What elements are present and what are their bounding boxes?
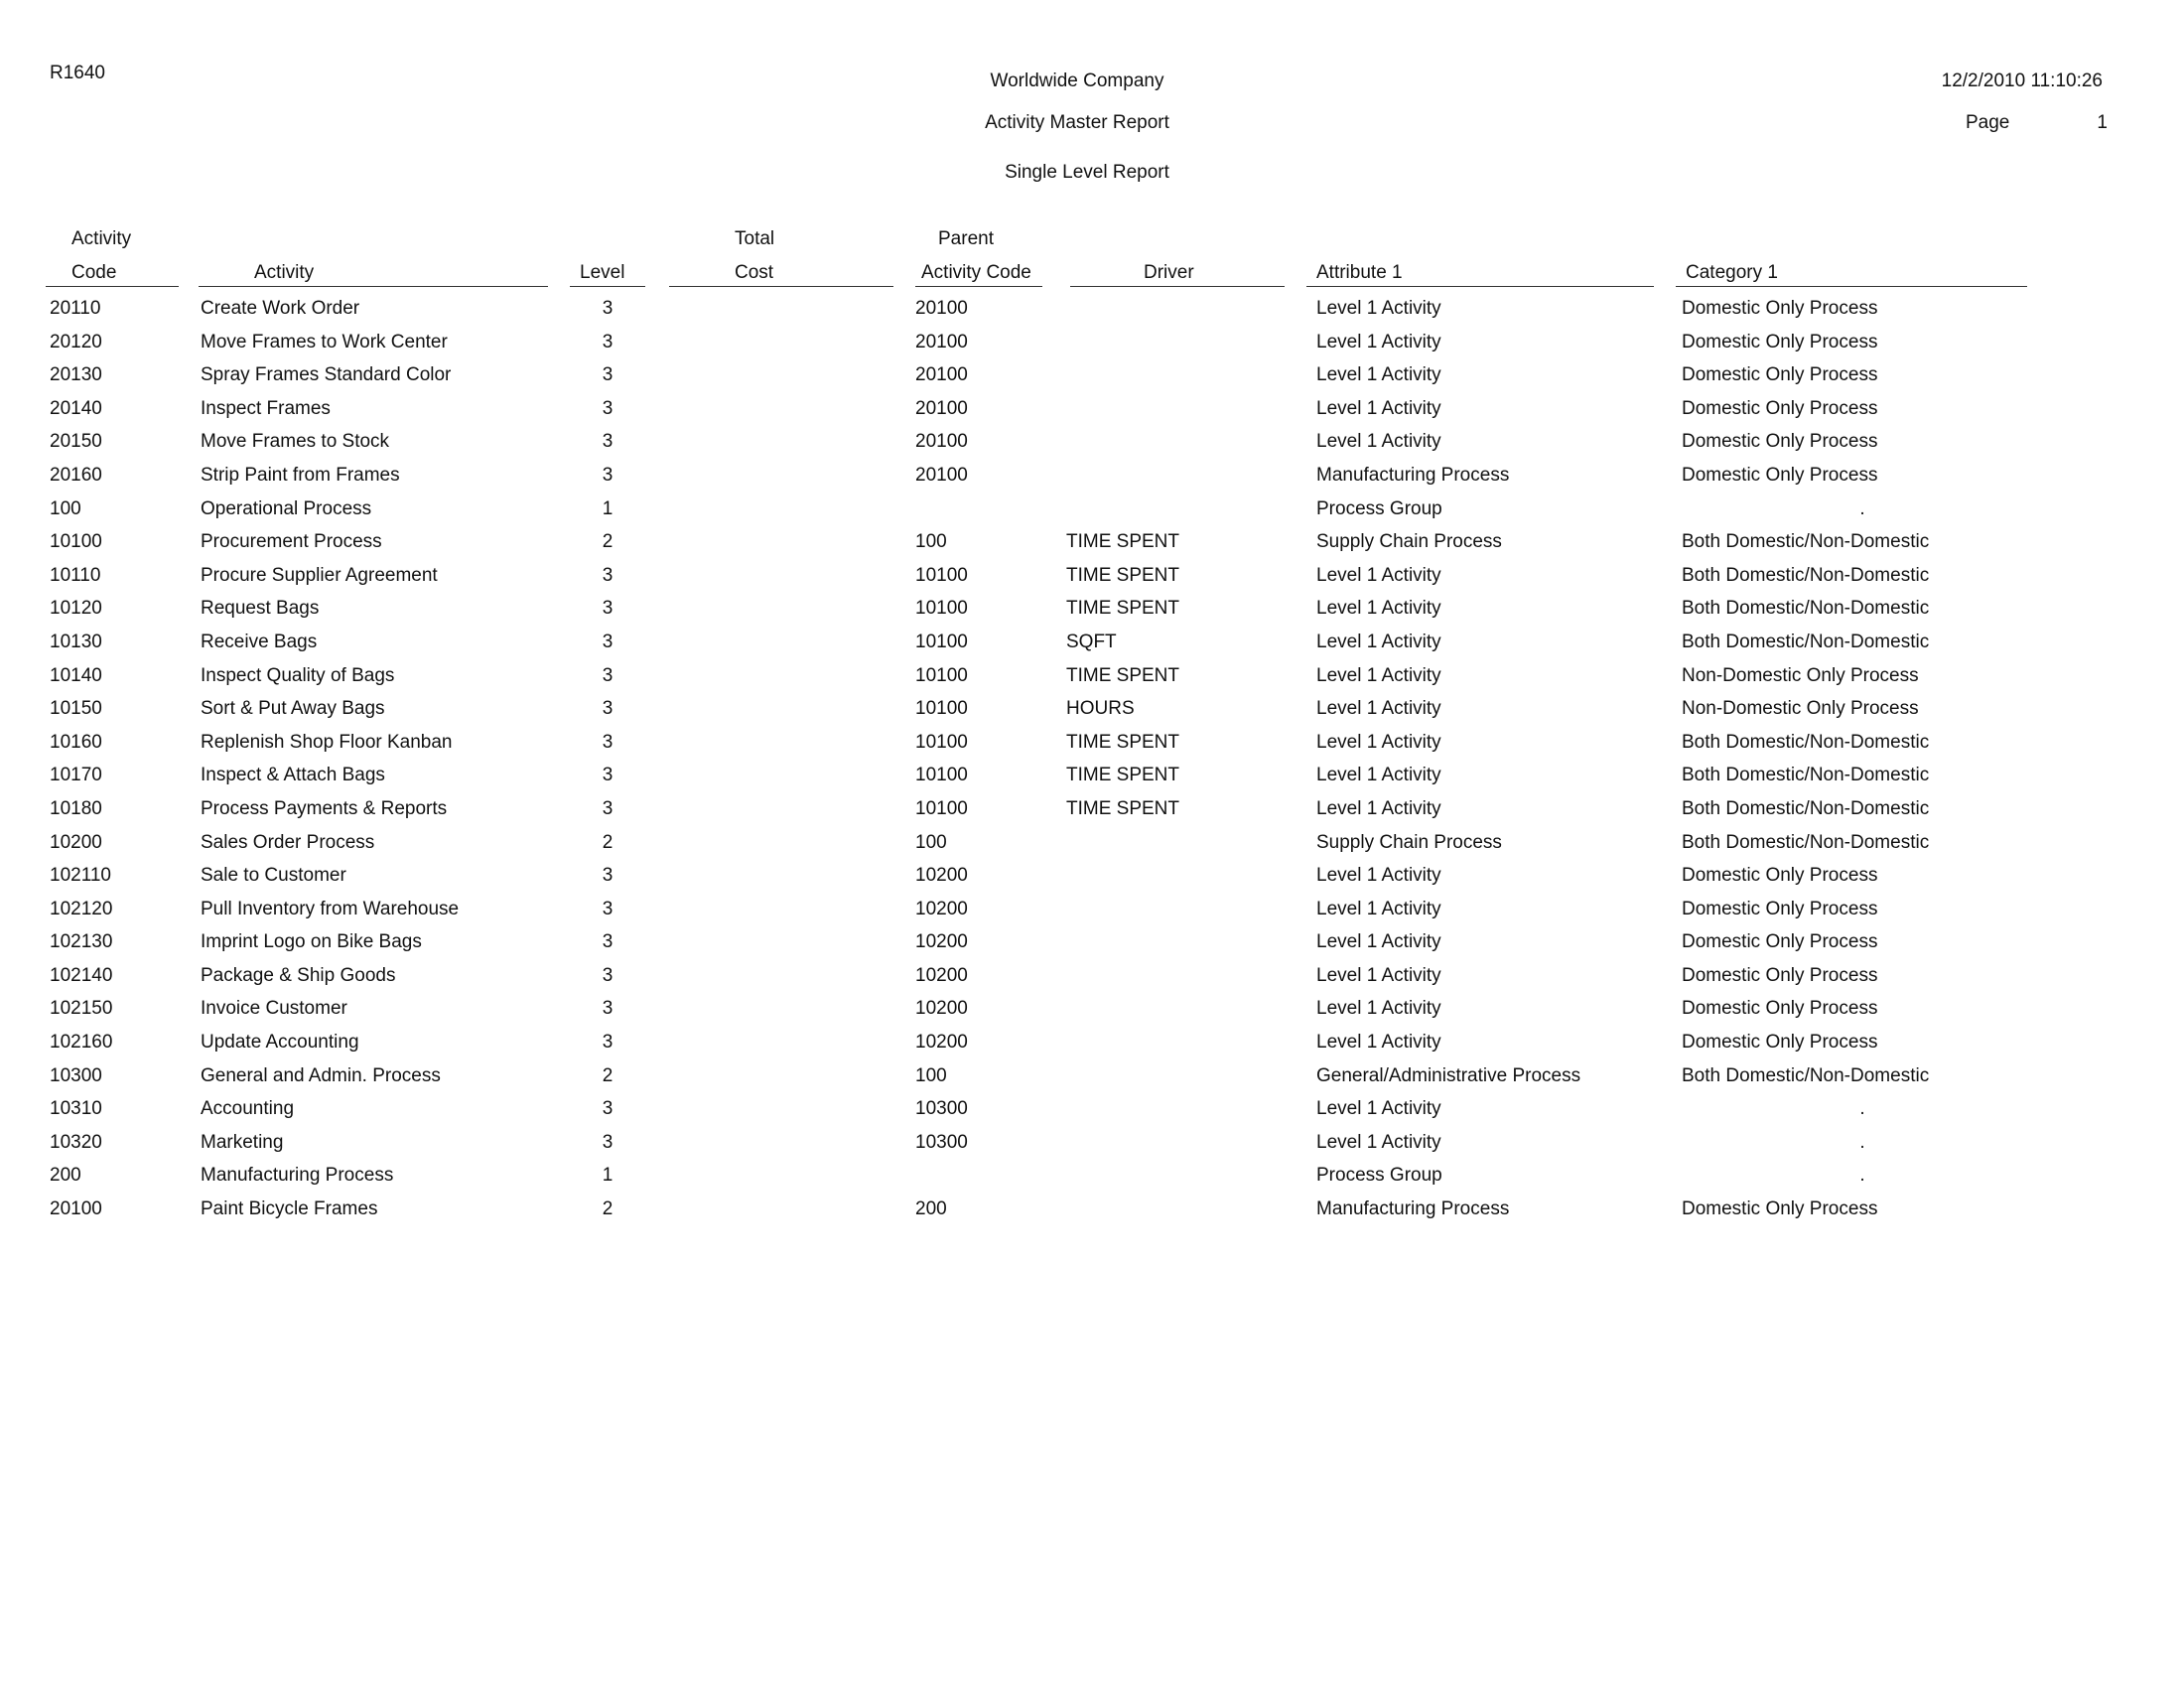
level-cell: 2 (602, 1198, 614, 1220)
table-row (0, 294, 2184, 328)
category-cell: Non-Domestic Only Process (1682, 698, 1919, 720)
activity-code-cell: 20120 (50, 331, 102, 352)
report-title: Activity Master Report (985, 112, 1169, 133)
attribute-cell: Process Group (1316, 1165, 1442, 1187)
attribute-cell: Level 1 Activity (1316, 364, 1441, 386)
attribute-cell: Level 1 Activity (1316, 698, 1441, 720)
category-cell: Both Domestic/Non-Domestic (1682, 1064, 1930, 1086)
table-row (0, 360, 2184, 394)
parent-code-cell: 10100 (915, 631, 968, 652)
category-cell: . (1859, 1131, 1865, 1153)
driver-cell: TIME SPENT (1066, 531, 1180, 553)
attribute-cell: General/Administrative Process (1316, 1064, 1581, 1086)
activity-name-cell: Inspect & Attach Bags (201, 765, 385, 786)
attribute-cell: Level 1 Activity (1316, 931, 1441, 953)
driver-cell: HOURS (1066, 698, 1135, 720)
activity-name-cell: Receive Bags (201, 631, 318, 652)
table-row (0, 594, 2184, 628)
activity-name-cell: Move Frames to Stock (201, 431, 390, 453)
level-cell: 3 (602, 664, 614, 686)
parent-code-cell: 10100 (915, 765, 968, 786)
activity-code-cell: 20140 (50, 397, 102, 419)
header-underline-code (46, 286, 179, 287)
parent-code-cell: 10200 (915, 998, 968, 1020)
level-cell: 3 (602, 998, 614, 1020)
table-row (0, 694, 2184, 728)
activity-code-cell: 10130 (50, 631, 102, 652)
company-name: Worldwide Company (990, 70, 1164, 91)
activity-code-cell: 10170 (50, 765, 102, 786)
activity-name-cell: General and Admin. Process (201, 1064, 441, 1086)
category-cell: Domestic Only Process (1682, 865, 1878, 887)
table-row (0, 1028, 2184, 1061)
parent-code-cell: 10200 (915, 1032, 968, 1054)
level-cell: 3 (602, 1098, 614, 1120)
table-row (0, 794, 2184, 828)
activity-name-cell: Create Work Order (201, 298, 360, 319)
parent-code-cell: 200 (915, 1198, 947, 1220)
attribute-cell: Manufacturing Process (1316, 464, 1510, 486)
parent-code-cell: 20100 (915, 464, 968, 486)
attribute-cell: Process Group (1316, 497, 1442, 519)
activity-code-cell: 10150 (50, 698, 102, 720)
level-cell: 3 (602, 1032, 614, 1054)
page-label: Page (1966, 112, 2010, 133)
category-cell: Domestic Only Process (1682, 964, 1878, 986)
attribute-cell: Level 1 Activity (1316, 765, 1441, 786)
header-activity-code-line2: Code (71, 262, 117, 283)
level-cell: 3 (602, 431, 614, 453)
category-cell: Both Domestic/Non-Domestic (1682, 765, 1930, 786)
activity-code-cell: 10200 (50, 831, 102, 853)
header-underline-activity (199, 286, 548, 287)
report-subtitle: Single Level Report (1005, 162, 1169, 183)
category-cell: Both Domestic/Non-Domestic (1682, 598, 1930, 620)
parent-code-cell: 10200 (915, 865, 968, 887)
activity-name-cell: Procurement Process (201, 531, 382, 553)
activity-name-cell: Sale to Customer (201, 865, 346, 887)
attribute-cell: Level 1 Activity (1316, 664, 1441, 686)
table-row (0, 1128, 2184, 1162)
header-activity: Activity (254, 262, 315, 283)
header-underline-attribute (1306, 286, 1654, 287)
category-cell: Domestic Only Process (1682, 431, 1878, 453)
activity-name-cell: Spray Frames Standard Color (201, 364, 452, 386)
driver-cell: SQFT (1066, 631, 1117, 652)
report-datetime: 12/2/2010 11:10:26 (1941, 70, 2103, 91)
table-row (0, 761, 2184, 794)
table-row (0, 628, 2184, 661)
table-row (0, 861, 2184, 895)
category-cell: . (1859, 1098, 1865, 1120)
header-category-1: Category 1 (1686, 262, 1778, 283)
attribute-cell: Level 1 Activity (1316, 731, 1441, 753)
category-cell: Both Domestic/Non-Domestic (1682, 631, 1930, 652)
activity-name-cell: Inspect Quality of Bags (201, 664, 395, 686)
level-cell: 3 (602, 397, 614, 419)
category-cell: Domestic Only Process (1682, 898, 1878, 919)
driver-cell: TIME SPENT (1066, 598, 1180, 620)
page-number: 1 (2097, 112, 2108, 133)
category-cell: Both Domestic/Non-Domestic (1682, 797, 1930, 819)
category-cell: . (1859, 497, 1865, 519)
level-cell: 3 (602, 598, 614, 620)
category-cell: Domestic Only Process (1682, 397, 1878, 419)
activity-code-cell: 20110 (50, 298, 101, 319)
activity-name-cell: Paint Bicycle Frames (201, 1198, 378, 1220)
parent-code-cell: 10100 (915, 564, 968, 586)
table-row (0, 427, 2184, 461)
activity-name-cell: Manufacturing Process (201, 1165, 394, 1187)
parent-code-cell: 100 (915, 1064, 947, 1086)
parent-code-cell: 10200 (915, 964, 968, 986)
parent-code-cell: 10100 (915, 598, 968, 620)
activity-code-cell: 20150 (50, 431, 102, 453)
parent-code-cell: 10100 (915, 664, 968, 686)
level-cell: 3 (602, 298, 614, 319)
activity-code-cell: 102150 (50, 998, 113, 1020)
activity-code-cell: 20160 (50, 464, 102, 486)
category-cell: Domestic Only Process (1682, 331, 1878, 352)
attribute-cell: Supply Chain Process (1316, 831, 1502, 853)
activity-code-cell: 20130 (50, 364, 102, 386)
level-cell: 3 (602, 898, 614, 919)
parent-code-cell: 100 (915, 831, 947, 853)
table-row (0, 1061, 2184, 1095)
parent-code-cell: 20100 (915, 331, 968, 352)
category-cell: Domestic Only Process (1682, 464, 1878, 486)
category-cell: Domestic Only Process (1682, 1032, 1878, 1054)
table-row (0, 394, 2184, 428)
header-parent-line1: Parent (938, 228, 994, 249)
level-cell: 3 (602, 964, 614, 986)
activity-code-cell: 10160 (50, 731, 102, 753)
activity-name-cell: Imprint Logo on Bike Bags (201, 931, 422, 953)
activity-name-cell: Request Bags (201, 598, 320, 620)
activity-name-cell: Procure Supplier Agreement (201, 564, 438, 586)
report-table-body (0, 294, 2184, 1228)
activity-code-cell: 102110 (50, 865, 111, 887)
attribute-cell: Level 1 Activity (1316, 564, 1441, 586)
parent-code-cell: 10100 (915, 797, 968, 819)
activity-code-cell: 102160 (50, 1032, 113, 1054)
level-cell: 3 (602, 331, 614, 352)
attribute-cell: Level 1 Activity (1316, 298, 1441, 319)
activity-name-cell: Accounting (201, 1098, 295, 1120)
activity-code-cell: 100 (50, 497, 81, 519)
level-cell: 3 (602, 364, 614, 386)
level-cell: 3 (602, 1131, 614, 1153)
level-cell: 3 (602, 931, 614, 953)
header-underline-category (1676, 286, 2027, 287)
driver-cell: TIME SPENT (1066, 765, 1180, 786)
header-level: Level (580, 262, 625, 283)
activity-name-cell: Inspect Frames (201, 397, 331, 419)
category-cell: Domestic Only Process (1682, 998, 1878, 1020)
table-row (0, 1094, 2184, 1128)
activity-name-cell: Move Frames to Work Center (201, 331, 448, 352)
attribute-cell: Level 1 Activity (1316, 998, 1441, 1020)
activity-code-cell: 20100 (50, 1198, 102, 1220)
level-cell: 3 (602, 464, 614, 486)
activity-name-cell: Package & Ship Goods (201, 964, 396, 986)
category-cell: Domestic Only Process (1682, 1198, 1878, 1220)
level-cell: 3 (602, 731, 614, 753)
parent-code-cell: 20100 (915, 364, 968, 386)
header-underline-parent (915, 286, 1042, 287)
driver-cell: TIME SPENT (1066, 564, 1180, 586)
report-id: R1640 (50, 63, 105, 83)
driver-cell: TIME SPENT (1066, 731, 1180, 753)
activity-name-cell: Strip Paint from Frames (201, 464, 400, 486)
level-cell: 3 (602, 631, 614, 652)
activity-name-cell: Replenish Shop Floor Kanban (201, 731, 453, 753)
activity-code-cell: 102130 (50, 931, 113, 953)
category-cell: Both Domestic/Non-Domestic (1682, 531, 1930, 553)
activity-name-cell: Sort & Put Away Bags (201, 698, 385, 720)
category-cell: . (1859, 1165, 1865, 1187)
level-cell: 2 (602, 831, 614, 853)
activity-name-cell: Sales Order Process (201, 831, 375, 853)
table-row (0, 1161, 2184, 1195)
driver-cell: TIME SPENT (1066, 797, 1180, 819)
activity-code-cell: 10180 (50, 797, 102, 819)
attribute-cell: Supply Chain Process (1316, 531, 1502, 553)
category-cell: Both Domestic/Non-Domestic (1682, 831, 1930, 853)
level-cell: 1 (602, 497, 614, 519)
activity-name-cell: Invoice Customer (201, 998, 347, 1020)
category-cell: Domestic Only Process (1682, 364, 1878, 386)
table-row (0, 561, 2184, 595)
table-row (0, 728, 2184, 762)
category-cell: Domestic Only Process (1682, 298, 1878, 319)
attribute-cell: Level 1 Activity (1316, 631, 1441, 652)
attribute-cell: Level 1 Activity (1316, 865, 1441, 887)
parent-code-cell: 10200 (915, 898, 968, 919)
header-parent-line2: Activity Code (921, 262, 1031, 283)
level-cell: 3 (602, 865, 614, 887)
level-cell: 3 (602, 698, 614, 720)
table-row (0, 527, 2184, 561)
attribute-cell: Level 1 Activity (1316, 1098, 1441, 1120)
parent-code-cell: 10100 (915, 698, 968, 720)
level-cell: 2 (602, 1064, 614, 1086)
category-cell: Domestic Only Process (1682, 931, 1878, 953)
level-cell: 3 (602, 765, 614, 786)
table-row (0, 895, 2184, 928)
activity-code-cell: 102140 (50, 964, 113, 986)
header-total-cost-line1: Total (735, 228, 775, 249)
activity-code-cell: 10100 (50, 531, 102, 553)
table-row (0, 494, 2184, 528)
activity-code-cell: 10140 (50, 664, 102, 686)
attribute-cell: Level 1 Activity (1316, 1032, 1441, 1054)
header-total-cost-line2: Cost (735, 262, 774, 283)
activity-name-cell: Update Accounting (201, 1032, 359, 1054)
level-cell: 1 (602, 1165, 614, 1187)
table-row (0, 461, 2184, 494)
attribute-cell: Level 1 Activity (1316, 1131, 1441, 1153)
parent-code-cell: 20100 (915, 397, 968, 419)
activity-name-cell: Operational Process (201, 497, 372, 519)
level-cell: 3 (602, 797, 614, 819)
category-cell: Non-Domestic Only Process (1682, 664, 1919, 686)
header-driver: Driver (1144, 262, 1194, 283)
table-row (0, 328, 2184, 361)
category-cell: Both Domestic/Non-Domestic (1682, 564, 1930, 586)
activity-code-cell: 102120 (50, 898, 113, 919)
attribute-cell: Level 1 Activity (1316, 898, 1441, 919)
header-underline-level (570, 286, 645, 287)
activity-code-cell: 10310 (50, 1098, 102, 1120)
attribute-cell: Level 1 Activity (1316, 598, 1441, 620)
table-row (0, 1195, 2184, 1228)
header-underline-driver (1070, 286, 1285, 287)
table-row (0, 661, 2184, 695)
activity-code-cell: 10120 (50, 598, 102, 620)
parent-code-cell: 10100 (915, 731, 968, 753)
parent-code-cell: 20100 (915, 298, 968, 319)
parent-code-cell: 10200 (915, 931, 968, 953)
attribute-cell: Level 1 Activity (1316, 331, 1441, 352)
header-attribute-1: Attribute 1 (1316, 262, 1403, 283)
activity-name-cell: Marketing (201, 1131, 284, 1153)
parent-code-cell: 20100 (915, 431, 968, 453)
category-cell: Both Domestic/Non-Domestic (1682, 731, 1930, 753)
activity-code-cell: 200 (50, 1165, 81, 1187)
parent-code-cell: 10300 (915, 1098, 968, 1120)
parent-code-cell: 10300 (915, 1131, 968, 1153)
activity-code-cell: 10110 (50, 564, 101, 586)
activity-code-cell: 10320 (50, 1131, 102, 1153)
parent-code-cell: 100 (915, 531, 947, 553)
attribute-cell: Level 1 Activity (1316, 431, 1441, 453)
attribute-cell: Manufacturing Process (1316, 1198, 1510, 1220)
attribute-cell: Level 1 Activity (1316, 964, 1441, 986)
activity-name-cell: Process Payments & Reports (201, 797, 448, 819)
table-row (0, 927, 2184, 961)
activity-name-cell: Pull Inventory from Warehouse (201, 898, 460, 919)
header-activity-code-line1: Activity (71, 228, 132, 249)
table-row (0, 994, 2184, 1028)
attribute-cell: Level 1 Activity (1316, 797, 1441, 819)
header-underline-cost (669, 286, 893, 287)
table-row (0, 828, 2184, 862)
table-row (0, 961, 2184, 995)
level-cell: 2 (602, 531, 614, 553)
attribute-cell: Level 1 Activity (1316, 397, 1441, 419)
driver-cell: TIME SPENT (1066, 664, 1180, 686)
activity-code-cell: 10300 (50, 1064, 102, 1086)
level-cell: 3 (602, 564, 614, 586)
